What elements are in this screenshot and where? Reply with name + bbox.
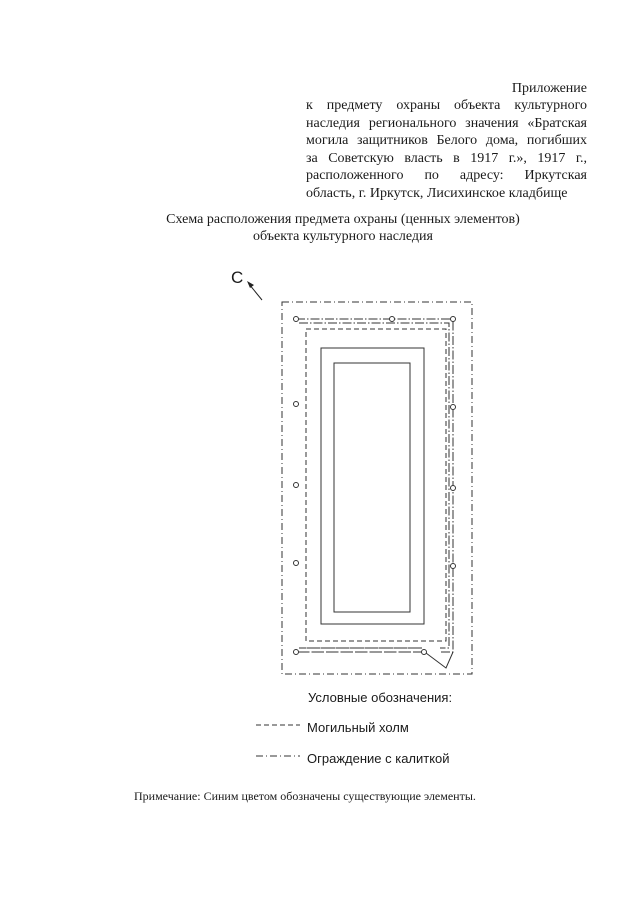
fence-with-gate [296, 319, 453, 652]
fence-posts [294, 317, 456, 655]
fence-post [294, 402, 299, 407]
north-arrow-icon [247, 281, 262, 300]
appendix-line: расположенного по адресу: Иркутская [306, 168, 587, 183]
fence-post [294, 561, 299, 566]
appendix-line: за Советскую власть в 1917 г.», 1917 г., [306, 150, 587, 166]
fence-post [451, 564, 456, 569]
fence-post [451, 317, 456, 322]
appendix-line: могила защитников Белого дома, погибших [306, 133, 587, 148]
fence-post [451, 486, 456, 491]
appendix-line: к предмету охраны объекта культурного [306, 98, 587, 113]
legend-item-label: Ограждение с калиткой [307, 751, 450, 766]
note: Примечание: Синим цветом обозначены существующие элементы. [134, 789, 476, 803]
fence-post [390, 317, 395, 322]
scheme-title-line: объекта культурного наследия [253, 229, 433, 244]
north-label: С [231, 268, 244, 287]
legend-title: Условные обозначения: [308, 690, 453, 705]
appendix-line: область, г. Иркутск, Лисихинское кладбище [306, 185, 568, 201]
fence-post [294, 483, 299, 488]
legend-item-label: Могильный холм [307, 720, 409, 735]
burial-mound [306, 329, 446, 641]
appendix-line: наследия регионального значения «Братская [306, 115, 587, 131]
monument-outer-frame [321, 348, 424, 624]
fence-post [294, 650, 299, 655]
appendix-title: Приложение [511, 81, 587, 96]
fence-post [451, 405, 456, 410]
fence-post [422, 650, 427, 655]
outer-boundary [282, 302, 472, 674]
monument-inner-frame [334, 363, 410, 612]
scheme-title-line: Схема расположения предмета охраны (ценных элементов) [166, 212, 520, 227]
fence-post [294, 317, 299, 322]
